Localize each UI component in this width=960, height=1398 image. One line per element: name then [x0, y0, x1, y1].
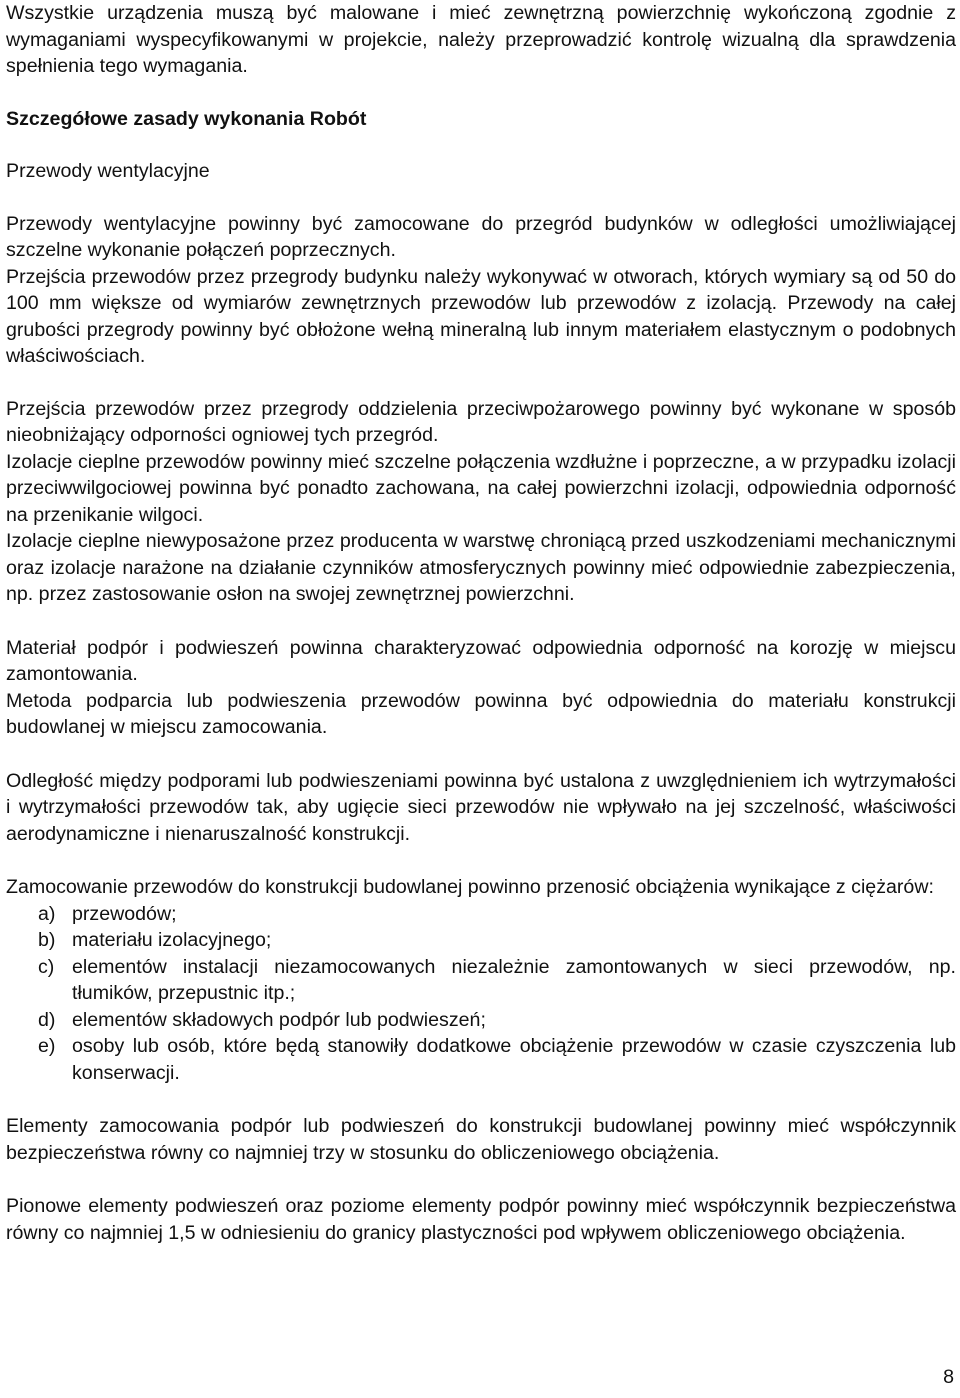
spacer: [6, 741, 956, 768]
paragraph-insulation-protection: Izolacje cieplne niewyposażone przez producenta w warstwę chroniącą przed uszkodzeniami mechanicznymi oraz izolacje narażone na działanie czynników atmosferycznych powinny mieć odpowiednie zabezpieczenia, np. przez zastosowanie osłon na swojej zewnętrznej powierzchni.: [6, 530, 956, 605]
spacer: [6, 1166, 956, 1193]
spacer: [6, 80, 956, 106]
list-marker: b): [38, 929, 56, 951]
spacer: [6, 185, 956, 211]
loads-list: [6, 901, 956, 1087]
spacer: [6, 608, 956, 635]
intro-paragraph: Wszystkie urządzenia muszą być malowane i mieć zewnętrzną powierzchnię wykończoną zgodnie z wymaganiami wyspecyfikowanymi w projekcie, należy przeprowadzić kontrolę wizualną dla sprawdzenia spełnienia tego wymagania.: [6, 2, 956, 77]
paragraph-support-method: Metoda podparcia lub podwieszenia przewodów powinna być odpowiednia do materiału konstrukcji budowlanej w miejscu zamocowania.: [6, 689, 956, 738]
section-heading: Szczegółowe zasady wykonania Robót: [6, 107, 367, 130]
spacer: [6, 1086, 956, 1113]
paragraph-vertical-elements: Pionowe elementy podwieszeń oraz poziome elementy podpór powinny mieć współczynnik bezpieczeństwa równy co najmniej 1,5 w odniesieniu do granicy plastyczności pod wpływem obliczeniowego obciążenia.: [6, 1195, 956, 1244]
paragraph-support-distance: Odległość między podporami lub podwieszeniami powinna być ustalona z uwzględnieniem ich wytrzymałości i wytrzymałości przewodów tak, aby ugięcie sieci przewodów nie wpływało na jej szczelność, właściwości aerodynamiczne i nienaruszalność konstrukcji.: [6, 769, 956, 845]
list-item-text: materiału izolacyjnego;: [72, 929, 272, 951]
spacer: [6, 132, 956, 158]
list-marker: c): [38, 955, 55, 978]
paragraph-thermal-insulation: Izolacje cieplne przewodów powinny mieć szczelne połączenia wzdłużne i poprzeczne, a w przypadku izolacji przeciwwilgociowej powinna być ponadto zachowana, na całej powierzchni izolacji, odpowiednia odporność na przenikanie wilgoci.: [6, 450, 956, 526]
document-page: [6, 0, 956, 1246]
spacer: [6, 370, 956, 396]
paragraph-safety-factor: Elementy zamocowania podpór lub podwieszeń do konstrukcji budowlanej powinny mieć współczynnik bezpieczeństwa równy co najmniej trzy w stosunku do obliczeniowego obciążenia.: [6, 1115, 956, 1164]
list-item: [6, 901, 956, 928]
list-item-text: przewodów;: [72, 902, 177, 925]
list-item-text: elementów składowych podpór lub podwieszeń;: [72, 1008, 486, 1031]
paragraph-loads: Zamocowanie przewodów do konstrukcji budowlanej powinno przenosić obciążenia wynikające z ciężarów:: [6, 876, 934, 898]
list-item-text: osoby lub osób, które będą stanowiły dodatkowe obciążenie przewodów w czasie czyszczenia lub konserwacji.: [72, 1035, 956, 1084]
paragraph-mounting: Przewody wentylacyjne powinny być zamocowane do przegród budynków w odległości umożliwiającej szczelne wykonanie połączeń poprzecznych.: [6, 212, 956, 261]
list-marker: a): [38, 902, 56, 925]
paragraph-passages: Przejścia przewodów przez przegrody budynku należy wykonywać w otworach, których wymiary są od 50 do 100 mm większe od wymiarów zewnętrznych przewodów lub przewodów z izolacją. Przewody na całej grubości przegrody powinny być obłożone wełną mineralną lub innym materiałem elastycznym o podobnych właściwościach.: [6, 265, 956, 367]
page-number: 8: [943, 1366, 954, 1388]
section-subheading: Przewody wentylacyjne: [6, 160, 210, 182]
list-marker: d): [38, 1008, 56, 1031]
spacer: [6, 847, 956, 874]
list-marker: e): [38, 1035, 56, 1057]
list-item: [6, 954, 956, 1007]
list-item: [6, 1007, 956, 1034]
list-item: [6, 1033, 956, 1086]
list-item-text: elementów instalacji niezamocowanych niezależnie zamontowanych w sieci przewodów, np. tłumików, przepustnic itp.;: [72, 955, 956, 1004]
list-item: [6, 927, 956, 954]
paragraph-support-material: Materiał podpór i podwieszeń powinna charakteryzować odpowiednia odporność na korozję w miejscu zamontowania.: [6, 636, 956, 685]
paragraph-fire-passages: Przejścia przewodów przez przegrody oddzielenia przeciwpożarowego powinny być wykonane w sposób nieobniżający odporności ogniowej tych przegród.: [6, 397, 956, 446]
